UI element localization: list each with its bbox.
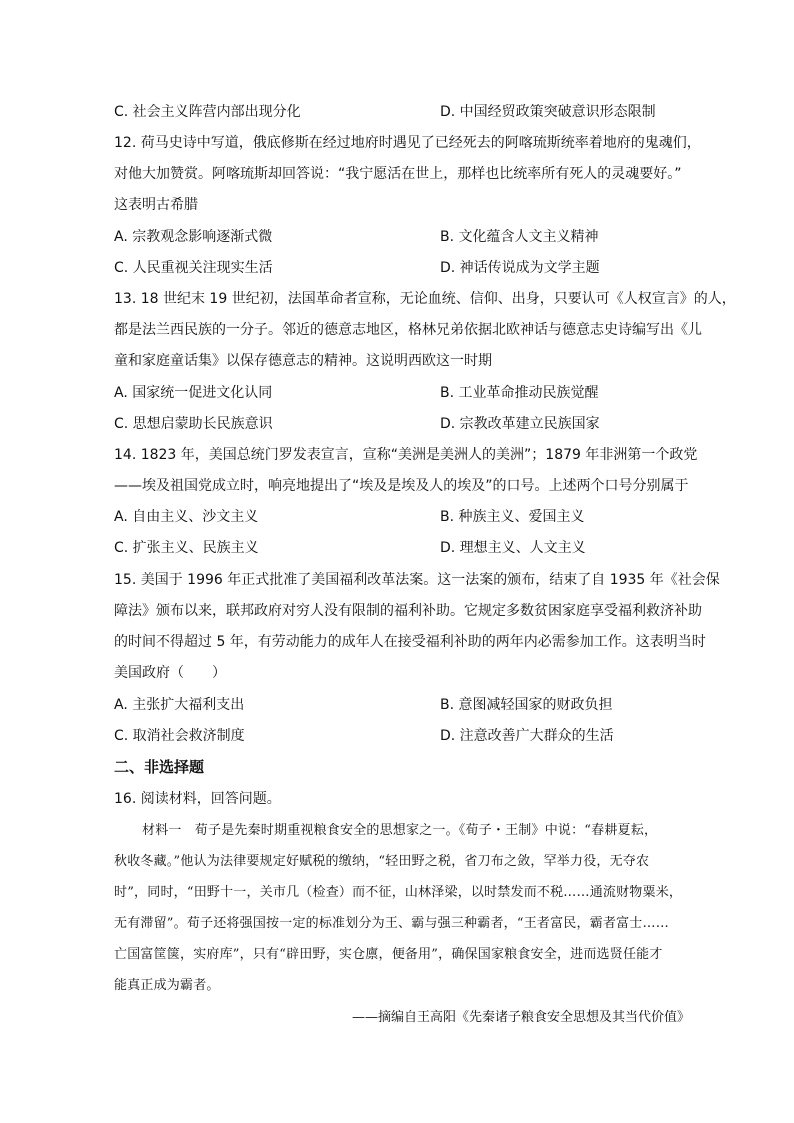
q15-option-d: D. 注意改善广大群众的生活 — [440, 728, 614, 744]
q13-option-b: B. 工业革命推动民族觉醒 — [440, 385, 599, 401]
q14-stem-line-1: 14. 1823 年，美国总统门罗发表宣言，宣称“美洲是美洲人的美洲”；1879 年非洲第一个政党 — [114, 447, 698, 463]
q13-option-c: C. 思想启蒙助长民族意识 — [114, 416, 273, 432]
q15-option-b: B. 意图减轻国家的财政负担 — [440, 697, 613, 713]
q12-stem-line-1: 12. 荷马史诗中写道，俄底修斯在经过地府时遇见了已经死去的阿喀琉斯统率着地府的鬼魂们， — [114, 135, 701, 151]
q15-stem-line-2: 障法》颁布以来，联邦政府对穷人没有限制的福利补助。它规定多数贫困家庭享受福利救济补助 — [114, 603, 702, 619]
q13-stem-line-3: 童和家庭童话集》以保存德意志的精神。这说明西欧这一时期 — [114, 353, 492, 369]
q13-option-d: D. 宗教改革建立民族国家 — [440, 416, 600, 432]
q16-material-line-5: 亡国富筐箧，实府库”，只有“辟田野，实仓廪，便备用”，确保国家粮食安全，进而选贤任能才 — [114, 947, 663, 962]
q12-stem-line-3: 这表明古希腊 — [114, 197, 198, 213]
q16-material-line-2: 秋收冬藏。”他认为法律要规定好赋税的缴纳，“轻田野之税，省刀布之敛，罕举力役，无夺农 — [114, 854, 650, 869]
q16-stem: 16. 阅读材料，回答问题。 — [114, 791, 281, 807]
q16-material-line-3: 时”，同时，“田野十一，关市几（检查）而不征，山林泽梁，以时禁发而不税……通流财物粟米， — [114, 885, 683, 900]
q13-stem-line-2: 都是法兰西民族的一分子。邻近的德意志地区，格林兄弟依据北欧神话与德意志史诗编写出《儿 — [114, 322, 702, 338]
q11-option-d: D. 中国经贸政策突破意识形态限制 — [440, 104, 656, 120]
q12-option-a: A. 宗教观念影响逐渐式微 — [114, 229, 273, 245]
q14-stem-line-2: ——埃及祖国党成立时，响亮地提出了“埃及是埃及人的埃及”的口号。上述两个口号分别属于 — [114, 478, 689, 494]
q14-option-a: A. 自由主义、沙文主义 — [114, 509, 259, 525]
q12-option-c: C. 人民重视关注现实生活 — [114, 260, 273, 276]
q15-stem-line-3: 的时间不得超过 5 年，有劳动能力的成年人在接受福利补助的两年内必需参加工作。这表明当时 — [114, 634, 706, 650]
q16-material-line-4: 无有滞留”。荀子还将强国按一定的标准划分为王、霸与强三种霸者，“王者富民，霸者富士…… — [114, 916, 669, 931]
q15-option-c: C. 取消社会救济制度 — [114, 728, 245, 744]
q14-option-d: D. 理想主义、人文主义 — [440, 540, 586, 556]
q13-option-a: A. 国家统一促进文化认同 — [114, 385, 273, 401]
q12-stem-line-2: 对他大加赞赏。阿喀琉斯却回答说：“我宁愿活在世上，那样也比统率所有死人的灵魂要好。” — [114, 166, 682, 182]
q15-stem-line-1: 15. 美国于 1996 年正式批准了美国福利改革法案。这一法案的颁布，结束了自 1935 年《社会保 — [114, 572, 720, 588]
q16-material-line-6: 能真正成为霸者。 — [114, 978, 220, 993]
section-heading: 二、非选择题 — [114, 758, 205, 776]
q11-option-c: C. 社会主义阵营内部出现分化 — [114, 104, 301, 120]
q15-stem-line-4: 美国政府（ ） — [114, 665, 226, 681]
q13-stem-line-1: 13. 18 世纪末 19 世纪初，法国革命者宣称，无论血统、信仰、出身，只要认可《人权宣言》的人， — [114, 291, 736, 307]
q14-option-c: C. 扩张主义、民族主义 — [114, 540, 259, 556]
q16-material-line-1: 材料一 荀子是先秦时期重视粮食安全的思想家之一。《荀子・王制》中说：“春耕夏耘， — [142, 823, 658, 838]
q16-material-source: ——摘编自王高阳《先秦诸子粮食安全思想及其当代价值》 — [351, 1010, 690, 1025]
q12-option-b: B. 文化蕴含人文主义精神 — [440, 229, 599, 245]
q12-option-d: D. 神话传说成为文学主题 — [440, 260, 600, 276]
q14-option-b: B. 种族主义、爱国主义 — [440, 509, 585, 525]
q15-option-a: A. 主张扩大福利支出 — [114, 697, 245, 713]
